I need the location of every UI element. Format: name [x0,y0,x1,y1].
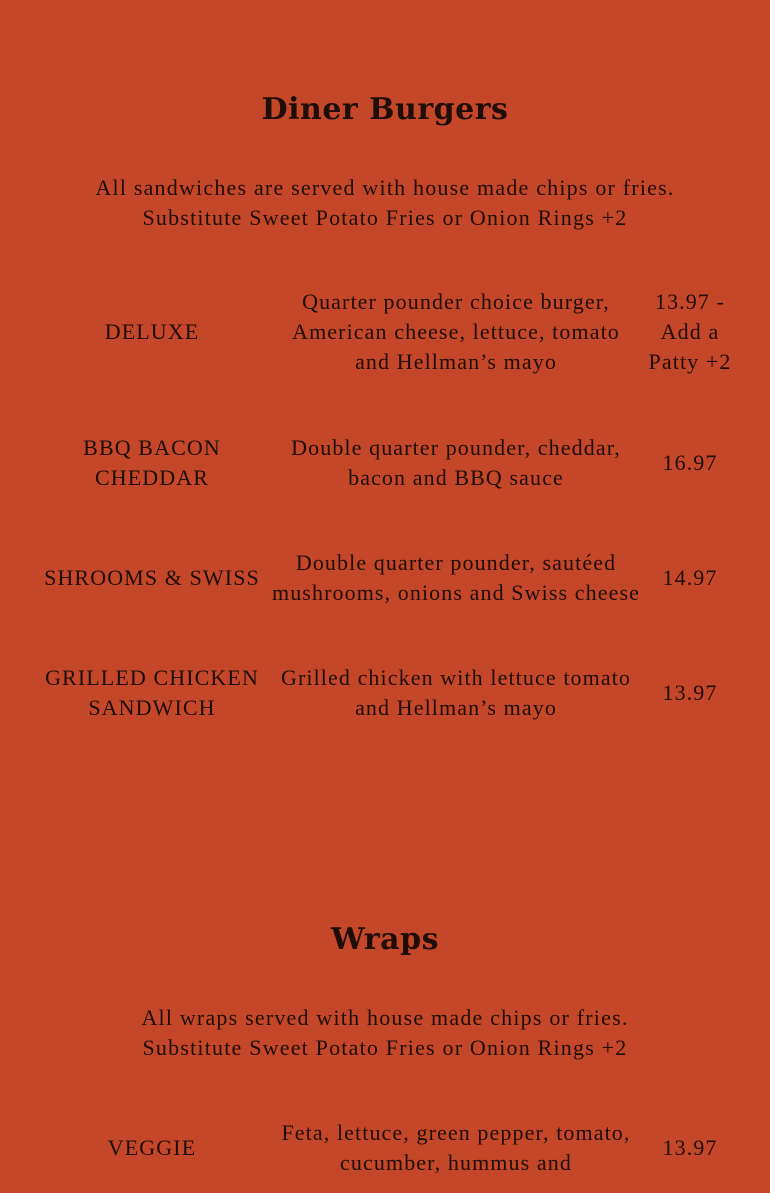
item-price: 16.97 [662,450,718,475]
item-name: DELUXE [104,319,200,344]
item-price: 14.97 [662,565,718,590]
item-description: Grilled chicken with lettuce tomato and Hellman’s mayo [280,665,632,720]
menu-item-deluxe [0,272,770,392]
menu-item-bbq-bacon-cheddar [0,433,770,493]
section-title-wraps: Wraps [331,922,439,957]
section-note-line: All wraps served with house made chips or fries. [141,1005,629,1030]
section-note-line: Substitute Sweet Potato Fries or Onion Rings +2 [142,205,628,230]
item-price: 13.97 - Add a Patty +2 [648,289,732,374]
section-note-line: Substitute Sweet Potato Fries or Onion Rings +2 [142,1035,628,1060]
item-description: Quarter pounder choice burger, American cheese, lettuce, tomato and Hellman’s mayo [292,289,620,374]
item-price: 13.97 [662,1135,718,1160]
menu-item-grilled-chicken-sandwich [0,663,770,723]
item-description: Feta, lettuce, green pepper, tomato, cucumber, hummus and [281,1120,631,1175]
item-name: VEGGIE [107,1135,197,1160]
menu-item-veggie [0,1103,770,1193]
item-price: 13.97 [662,680,718,705]
item-description: Double quarter pounder, sautéed mushrooms, onions and Swiss cheese [272,550,640,605]
section-note-wraps [0,1003,770,1063]
menu-item-shrooms-swiss [0,533,770,623]
item-name: SHROOMS & SWISS [44,565,260,590]
section-title-diner-burgers: Diner Burgers [261,92,509,127]
item-name: GRILLED CHICKEN SANDWICH [45,665,259,720]
item-name: BBQ BACON CHEDDAR [83,435,221,490]
section-note-diner-burgers [0,173,770,233]
item-description: Double quarter pounder, cheddar, bacon and BBQ sauce [291,435,621,490]
section-note-line: All sandwiches are served with house made chips or fries. [95,175,675,200]
